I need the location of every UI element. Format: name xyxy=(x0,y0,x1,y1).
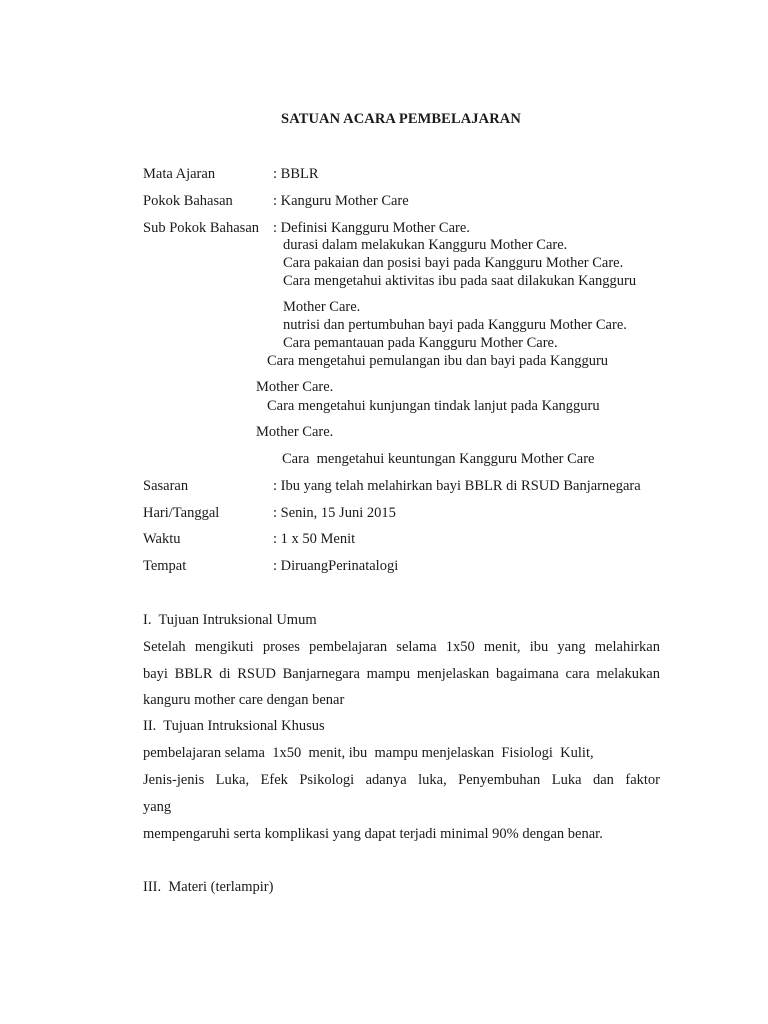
value-tempat: : DiruangPerinatalogi xyxy=(273,558,399,574)
section-2-line: pembelajaran selama 1x50 menit, ibu mampu menjelaskan Fisiologi Kulit, xyxy=(143,745,594,761)
label-sasaran: Sasaran xyxy=(143,478,189,494)
sub-pokok-line: Cara pemantauan pada Kangguru Mother Care. xyxy=(283,335,558,351)
sub-pokok-line: nutrisi dan pertumbuhan bayi pada Kangguru Mother Care. xyxy=(283,317,627,333)
sub-pokok-line: Cara pakaian dan posisi bayi pada Kangguru Mother Care. xyxy=(283,255,624,271)
sub-pokok-line: Mother Care. xyxy=(283,299,361,315)
value-waktu: : 1 x 50 Menit xyxy=(273,531,356,547)
sub-pokok-line: Mother Care. xyxy=(256,424,334,440)
label-mata-ajaran: Mata Ajaran xyxy=(143,166,216,182)
label-tempat: Tempat xyxy=(143,558,187,574)
value-hari-tanggal: : Senin, 15 Juni 2015 xyxy=(273,505,396,521)
sub-pokok-line: : Definisi Kangguru Mother Care. xyxy=(273,220,470,236)
section-1-line: Setelah mengikuti proses pembelajaran selama 1x50 menit, ibu yang melahirkan xyxy=(143,639,660,655)
label-sub-pokok-bahasan: Sub Pokok Bahasan xyxy=(143,220,259,236)
sub-pokok-line: durasi dalam melakukan Kangguru Mother Care. xyxy=(283,237,568,253)
section-3-heading: III. Materi (terlampir) xyxy=(143,879,274,895)
document-title: SATUAN ACARA PEMBELAJARAN xyxy=(281,111,521,127)
sub-pokok-line: Cara mengetahui kunjungan tindak lanjut pada Kangguru xyxy=(267,398,600,414)
section-2-line: yang xyxy=(143,799,172,815)
section-1-line: bayi BBLR di RSUD Banjarnegara mampu menjelaskan bagaimana cara melakukan xyxy=(143,666,660,682)
section-2-line: mempengaruhi serta komplikasi yang dapat terjadi minimal 90% dengan benar. xyxy=(143,826,603,842)
section-1-line: kanguru mother care dengan benar xyxy=(143,692,345,708)
label-pokok-bahasan: Pokok Bahasan xyxy=(143,193,233,209)
section-1-heading: I. Tujuan Intruksional Umum xyxy=(143,612,317,628)
sub-pokok-line: Mother Care. xyxy=(256,379,334,395)
section-2-heading: II. Tujuan Intruksional Khusus xyxy=(143,718,325,734)
sub-pokok-line: Cara mengetahui pemulangan ibu dan bayi pada Kangguru xyxy=(267,353,609,369)
label-waktu: Waktu xyxy=(143,531,181,547)
value-pokok-bahasan: : Kanguru Mother Care xyxy=(273,193,409,209)
label-hari-tanggal: Hari/Tanggal xyxy=(143,505,220,521)
sub-pokok-line: Cara mengetahui keuntungan Kangguru Mother Care xyxy=(282,451,595,467)
value-sasaran: : Ibu yang telah melahirkan bayi BBLR di RSUD Banjarnegara xyxy=(273,478,641,494)
value-mata-ajaran: : BBLR xyxy=(273,166,319,182)
section-2-line: Jenis-jenis Luka, Efek Psikologi adanya luka, Penyembuhan Luka dan faktor xyxy=(143,772,660,788)
sub-pokok-line: Cara mengetahui aktivitas ibu pada saat dilakukan Kangguru xyxy=(283,273,637,289)
